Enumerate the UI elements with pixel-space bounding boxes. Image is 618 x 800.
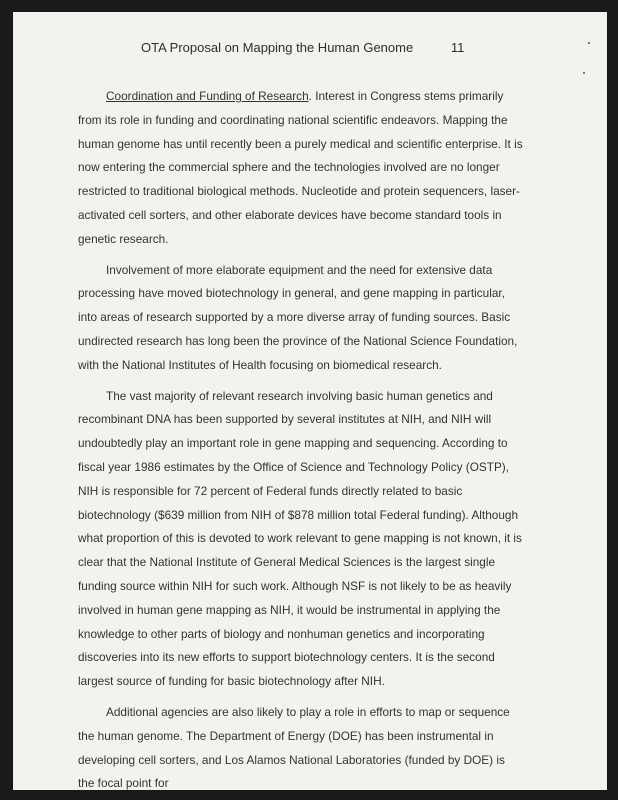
page-number: 11	[450, 40, 465, 55]
speck-mark	[588, 42, 590, 44]
speck-mark	[583, 72, 585, 74]
paragraph-1	[78, 85, 524, 252]
document-page	[13, 12, 607, 790]
section-heading: Coordination and Funding of Research	[106, 89, 309, 103]
paragraph-4: Additional agencies are also likely to play a role in efforts to map or sequence the human genome. The Department of Energy (DOE) has been instrumental in developing cell sorters, and Los Alamos National Laboratories (funded by DOE) is the focal point for	[78, 704, 510, 790]
document-body	[78, 85, 524, 790]
header-title: OTA Proposal on Mapping the Human Genome	[141, 40, 414, 55]
page-header	[141, 40, 464, 55]
paragraph-3: The vast majority of relevant research involving basic human genetics and recombinant DNA has been supported by several institutes at NIH, and NIH will undoubtedly play an important role in gene mapping and sequencing. According to fiscal year 1986 estimates by the Office of Science and Technology Policy (OSTP), NIH is responsible for 72 percent of Federal funds directly related to basic biotechnology ($639 million from NIH of $878 million total Federal funding). Although what proportion of this is devoted to work relevant to gene mapping is not known, it is clear that the National Institute of General Medical Sciences is the largest single funding source within NIH for such work. Although NSF is not likely to be as heavily involved in human gene mapping as NIH, it would be instrumental in applying the knowledge to other parts of biology and nonhuman genetics and incorporating discoveries into its new efforts to support biotechnology centers. It is the second largest source of funding for basic biotechnology after NIH.	[78, 388, 522, 689]
paragraph-1-text: . Interest in Congress stems primarily from its role in funding and coordinating national scientific endeavors. Mapping the human genome has until recently been a purely medical and scientific enterprise. It is now entering the commercial sphere and the technologies involved are no longer restricted to traditional biological methods. Nucleotide and protein sequencers, laser-activated cell sorters, and other elaborate devices have become standard tools in genetic research.	[78, 89, 523, 246]
paragraph-2: Involvement of more elaborate equipment and the need for extensive data processing have moved biotechnology in general, and gene mapping in particular, into areas of research supported by a more diverse array of funding sources. Basic undirected research has long been the province of the National Science Foundation, with the National Institutes of Health focusing on biomedical research.	[78, 262, 518, 372]
